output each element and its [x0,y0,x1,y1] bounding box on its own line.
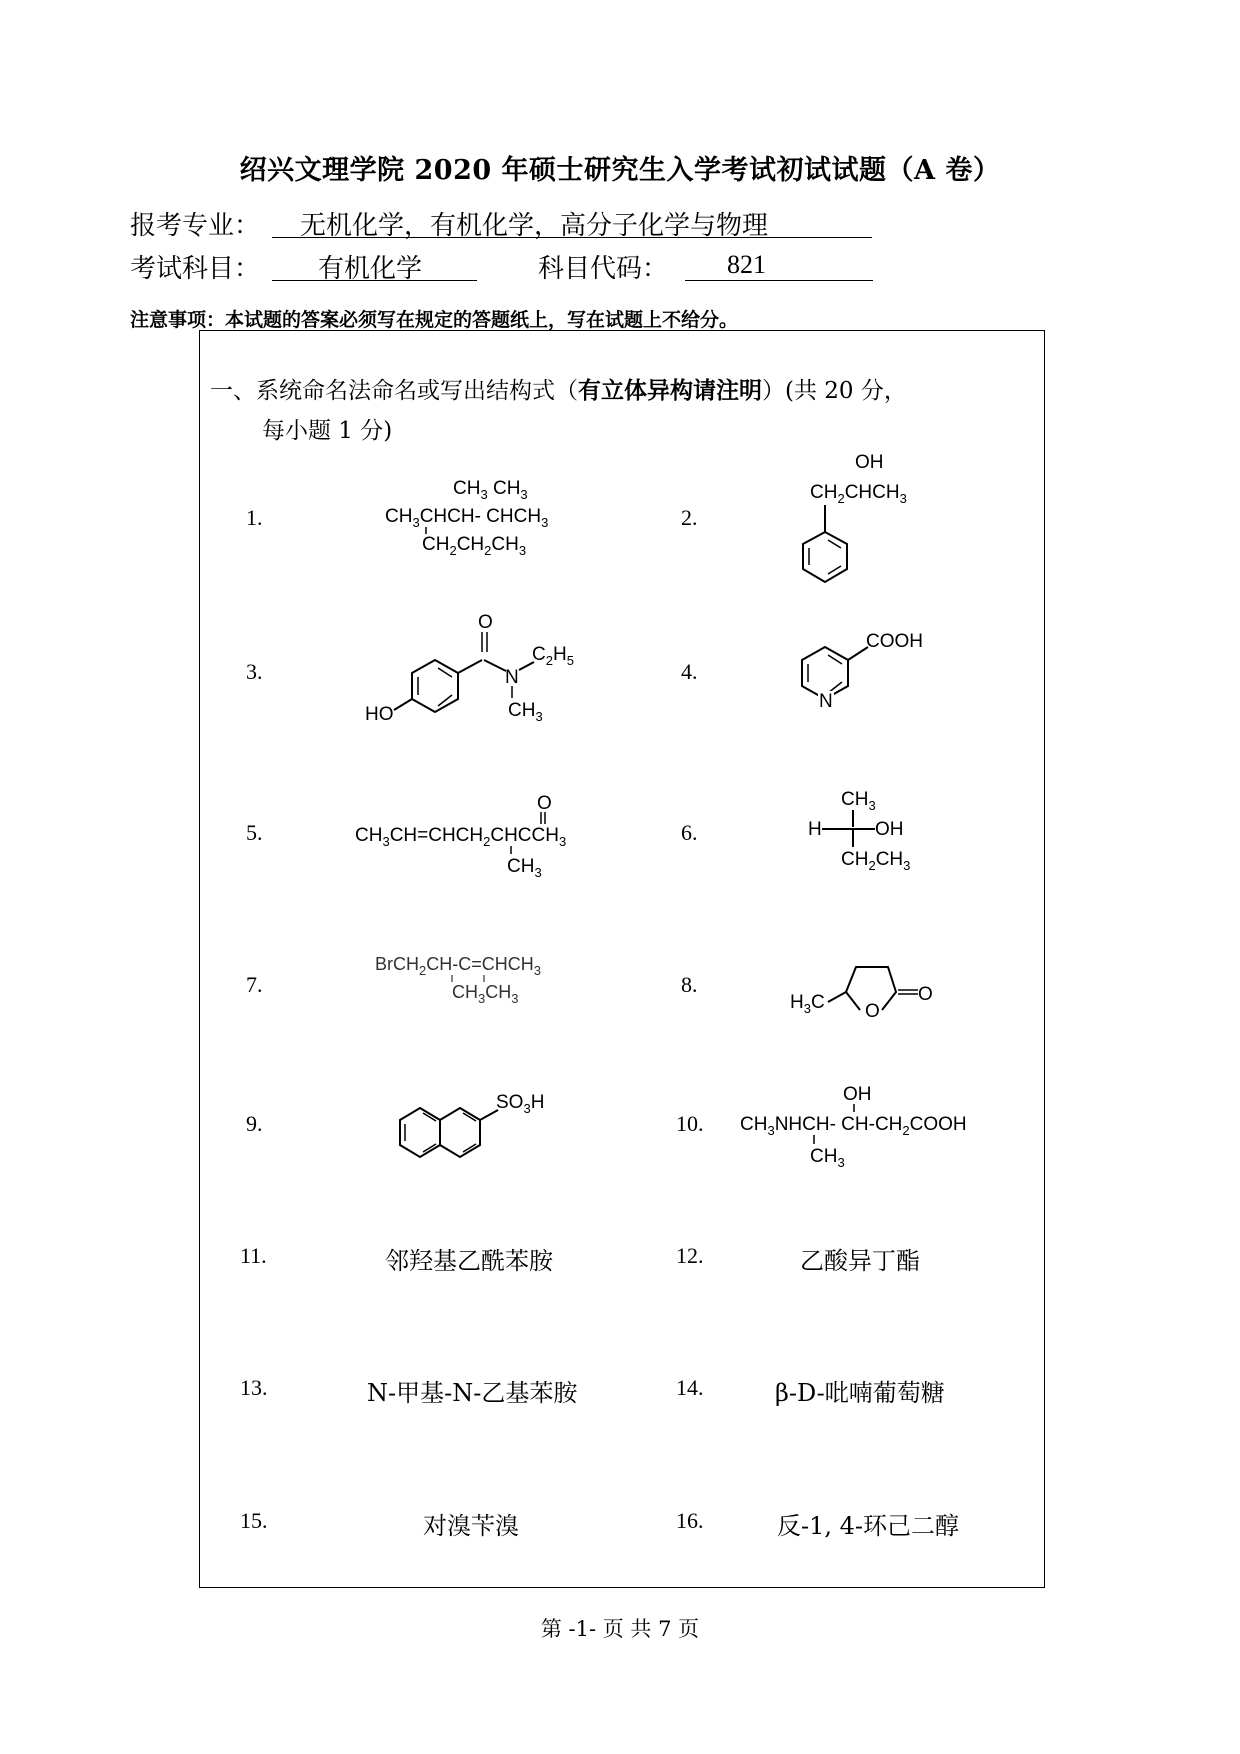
svg-text:H3C: $H_3C$ [790,992,825,1016]
compound-name: N-甲基-N-乙基苯胺 [367,1379,578,1407]
svg-text:CH2CHCH3: $CH_2CHCH_3$ [810,482,907,506]
svg-text:CH2CH2CH3: $CH_2CH_2CH_3$ [422,534,527,558]
question-number: 2. [681,505,698,530]
section-heading: 一、系统命名法命名或写出结构式（有立体异构请注明）(共 20 分， [210,377,907,404]
svg-text:CH3: $CH_3$ [508,700,543,724]
notice: 注意事项：本试题的答案必须写在规定的答题纸上，写在试题上不给分。 [130,309,739,331]
svg-text:CH3 CH3: $CH_3$ $CH_3$ [453,478,528,502]
compound-name: β-D-吡喃葡萄糖 [775,1379,945,1407]
subject-value: 有机化学 [318,254,423,284]
structure-1 [385,472,585,566]
svg-text:BrCH2CH-C=CHCH3: $BrCH_2CH-C=CHCH_3$ [375,954,541,978]
structure-10 [740,1080,1000,1174]
major-label: 报考专业： [130,211,261,241]
svg-text:CH3: $CH_3$ [841,789,876,813]
question-number: 7. [246,972,263,997]
svg-text:CH3CH3: $CH_3CH_3$ [452,982,519,1006]
structure-9 [380,1078,580,1182]
compound-name: 乙酸异丁酯 [800,1247,920,1275]
question-number: 11. [240,1243,267,1268]
question-number: 15. [240,1508,268,1533]
question-number: 14. [676,1375,704,1400]
svg-text:CH3CHCH- CHCH3: $CH_3CHCH-$ $CHCH_3$ [385,506,549,530]
question-number: 8. [681,972,698,997]
structure-4 [790,625,950,719]
question-number: 5. [246,820,263,845]
svg-text:CH2CH3: $CH_2CH_3$ [841,849,911,873]
svg-text:O: O [918,984,933,1005]
section-heading-line2: 每小题 1 分) [262,418,393,444]
svg-text:OH: OH [855,452,884,473]
question-number: 16. [676,1508,704,1533]
question-number: 3. [246,659,263,684]
svg-text:CH3NHCH- CH-CH2COOH: $CH_3NHCH-$ $CH-CH_2COOH$ [740,1114,967,1138]
structure-3 [360,610,600,734]
svg-text:O: O [478,612,493,633]
svg-text:HO: HO [365,704,394,725]
page-footer: 第 -1- 页 共 7 页 [540,1617,700,1641]
compound-name: 反-1, 4-环己二醇 [777,1512,960,1540]
svg-text:N: N [505,667,519,688]
svg-text:O: O [537,793,552,814]
svg-text:N: N [819,691,833,712]
structure-2 [790,448,950,592]
exam-title: 绍兴文理学院 2020 年硕士研究生入学考试初试试题（A 卷） [239,155,1001,186]
subject-label: 考试科目： [130,254,261,284]
svg-text:SO3H: $SO_3H$ [496,1092,545,1116]
question-number: 6. [681,820,698,845]
compound-name: 对溴苄溴 [423,1512,519,1540]
structure-7 [375,948,595,1022]
question-number: 4. [681,659,698,684]
question-number: 1. [246,505,263,530]
code-value: 821 [727,250,766,279]
svg-text:OH: OH [875,819,904,840]
svg-text:O: O [865,1001,880,1022]
structure-5 [355,790,615,884]
question-number: 12. [676,1243,704,1268]
question-number: 9. [246,1111,263,1136]
svg-text:COOH: COOH [866,631,923,652]
svg-text:CH3: $CH_3$ [507,856,542,880]
svg-text:CH3: $CH_3$ [810,1146,845,1170]
structure-8 [790,945,960,1029]
svg-text:CH3CH=CHCH2CHCCH3: $CH_3CH=CHCH_2CHCCH_3$ [355,825,567,849]
major-value: 无机化学，有机化学，高分子化学与物理 [300,211,769,241]
svg-text:H: H [808,819,822,840]
structure-6 [805,785,945,889]
svg-text:C2H5: $C_2H_5$ [532,644,574,668]
code-label: 科目代码： [538,254,669,284]
question-number: 10. [676,1111,704,1136]
compound-name: 邻羟基乙酰苯胺 [385,1247,553,1275]
question-number: 13. [240,1375,268,1400]
svg-text:OH: OH [843,1084,872,1105]
